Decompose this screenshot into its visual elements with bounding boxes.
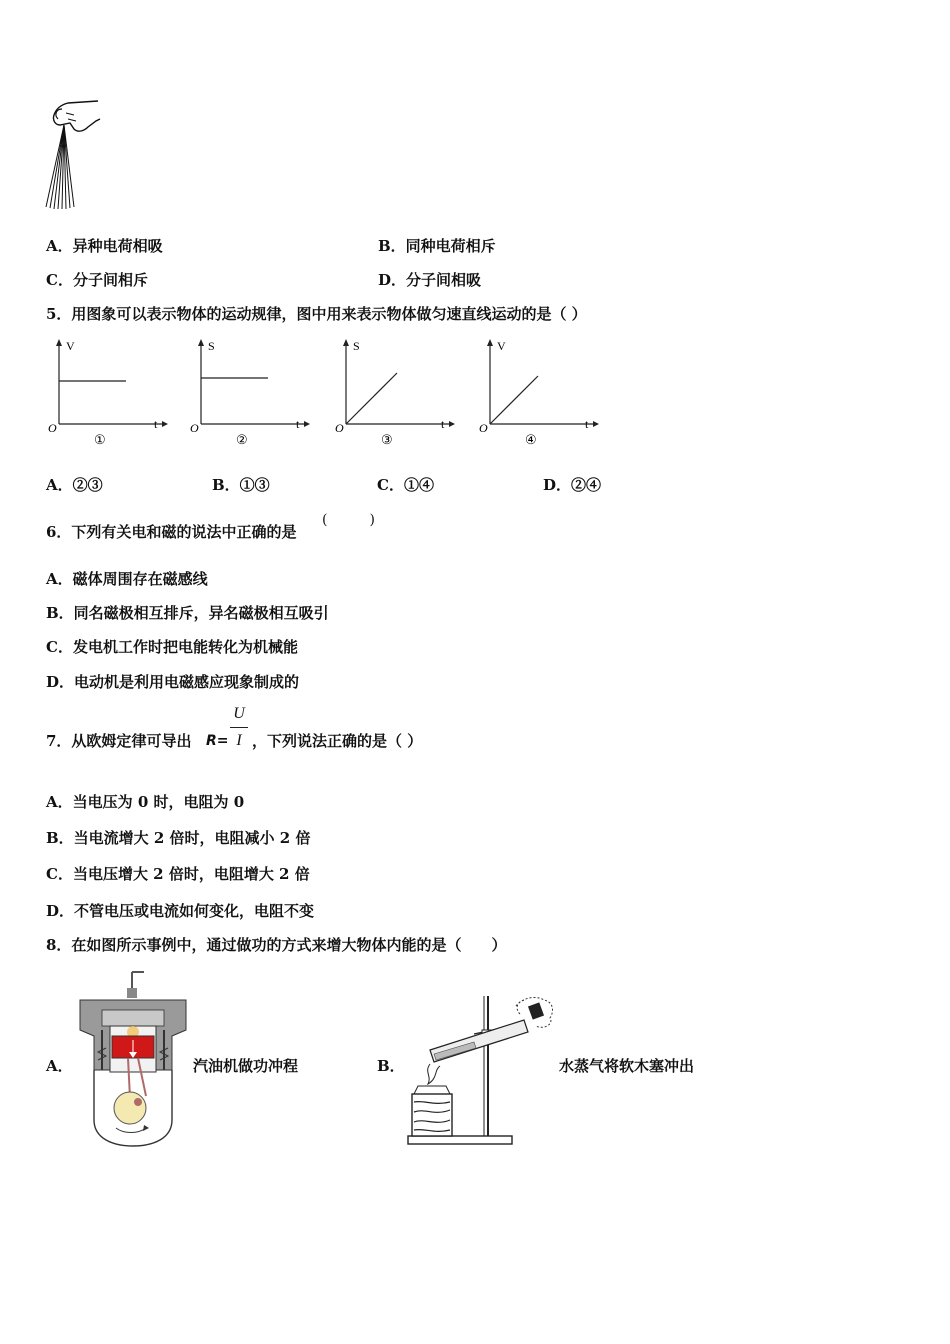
q4-option-b: B．同种电荷相斥 [378,237,496,255]
graph-1-origin: O [48,421,57,435]
q4-option-c: C．分子间相斥 [46,271,148,289]
q7-stem-suffix: ，下列说法正确的是（ ） [252,732,423,750]
q5-option-a: A．②③ [46,476,103,494]
graph-1-caption: ① [94,432,106,447]
graph-4-caption: ④ [525,432,537,447]
q5-graph-3 [331,336,456,455]
graph-3-origin: O [335,421,344,435]
q6-option-a: A．磁体周围存在磁感线 [46,570,208,588]
q8-option-a-caption: 汽油机做功冲程 [193,1057,299,1075]
q7-option-d: D．不管电压或电流如何变化，电阻不变 [46,902,315,920]
graph-2-xlabel: t [296,417,300,431]
q7-fraction-numerator: U [233,705,245,722]
q5-graph-1 [44,336,169,455]
q5-option-d: D．②④ [543,476,602,494]
engine-power-stroke-figure [72,970,194,1150]
graph-2-ylabel: S [208,339,215,353]
q5-option-c: C．①④ [377,476,434,494]
q5-option-b: B．①③ [212,476,270,494]
steam-cork-figure [404,990,564,1150]
q4-option-d: D．分子间相吸 [378,271,482,289]
graph-3-ylabel: S [353,339,360,353]
q7-formula-lhs: R= [206,733,229,749]
graph-2-caption: ② [236,432,248,447]
charged-strands-figure [40,95,110,215]
q7-option-b: B．当电流增大 2 倍时，电阻减小 2 倍 [46,829,311,847]
graph-3-caption: ③ [381,432,393,447]
q7-stem-prefix: 7．从欧姆定律可导出 [46,732,192,750]
q7-option-a: A．当电压为 0 时，电阻为 0 [46,793,245,811]
q5-stem: 5．用图象可以表示物体的运动规律，图中用来表示物体做匀速直线运动的是（ ） [46,305,587,323]
q8-option-b-label: B． [377,1057,405,1075]
q7-fraction-denominator: I [236,732,242,749]
q8-option-b-caption: 水蒸气将软木塞冲出 [559,1057,695,1075]
q6-option-d: D．电动机是利用电磁感应现象制成的 [46,673,300,691]
graph-2-origin: O [190,421,199,435]
graph-4-xlabel: t [585,417,589,431]
q4-option-a: A．异种电荷相吸 [46,237,163,255]
graph-4-ylabel: V [497,339,506,353]
q6-answer-paren: ( ) [322,512,375,528]
q6-option-b: B．同名磁极相互排斥，异名磁极相互吸引 [46,604,329,622]
q6-option-c: C．发电机工作时把电能转化为机械能 [46,638,298,656]
graph-4-origin: O [479,421,488,435]
q5-graph-4 [475,336,600,455]
graph-1-xlabel: t [154,417,158,431]
q8-stem: 8．在如图所示事例中，通过做功的方式来增大物体内能的是（ ） [46,936,507,954]
q6-stem: 6．下列有关电和磁的说法中正确的是 [46,523,297,541]
graph-3-xlabel: t [441,417,445,431]
graph-1-ylabel: V [66,339,75,353]
q7-fraction-bar [230,727,248,728]
q7-option-c: C．当电压增大 2 倍时，电阻增大 2 倍 [46,865,310,883]
q8-option-a-label: A． [46,1057,73,1075]
q5-graph-2 [186,336,311,455]
